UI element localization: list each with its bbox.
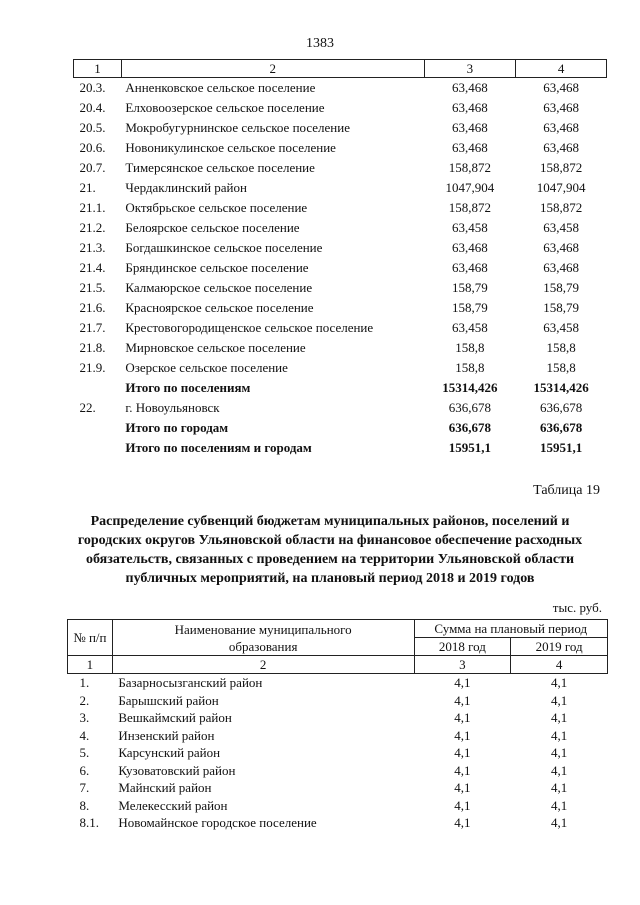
municipality-name: Белоярское сельское поселение xyxy=(125,220,300,235)
municipality-name: Красноярское сельское поселение xyxy=(125,300,314,315)
row-number xyxy=(74,418,122,438)
municipality-name: Итого по поселениям и городам xyxy=(125,440,312,455)
table-row xyxy=(68,762,608,780)
table-row xyxy=(68,779,608,797)
amount-cell: 63,468 xyxy=(451,240,488,255)
municipality-name: Карсунский район xyxy=(118,745,221,760)
table-row xyxy=(74,298,607,318)
allocation-table-continued xyxy=(73,59,607,458)
column-number-row xyxy=(68,656,608,674)
municipality-name: Инзенский район xyxy=(118,727,215,743)
amount-cell: 4,1 xyxy=(551,815,568,830)
table-row xyxy=(74,258,607,278)
row-number: 20.4. xyxy=(79,100,106,115)
table-row xyxy=(74,338,607,358)
table-title: Распределение субвенций бюджетам муниципальных районов, поселений и городских округов Ульяновской области на финансовое обеспечение расходных обязательств, связанных с проведением на территории Ульяновской области публичных мероприятий, на плановый период 2018 и 2019 годов xyxy=(77,514,583,586)
table-row xyxy=(74,138,607,158)
amount-cell: 636,678 xyxy=(539,420,583,435)
column-number: 3 xyxy=(414,656,511,674)
amount-cell: 63,468 xyxy=(543,140,579,155)
amount-cell: 158,79 xyxy=(451,280,488,295)
row-number: 21.5. xyxy=(79,280,106,295)
row-number: 21.1. xyxy=(79,200,106,215)
table-label: Таблица 19 xyxy=(533,483,600,498)
amount-cell: 63,468 xyxy=(451,260,488,275)
amount-cell: 4,1 xyxy=(454,762,471,778)
row-number: 20.7. xyxy=(79,160,106,175)
row-number xyxy=(74,438,122,458)
municipality-name: Калмаюрское сельское поселение xyxy=(125,280,313,295)
amount-cell: 1047,904 xyxy=(536,180,586,195)
amount-cell: 158,8 xyxy=(546,360,576,375)
header-sum: Сумма на плановый период xyxy=(414,620,607,638)
table-row xyxy=(74,358,607,378)
municipality-name: Октябрьское сельское поселение xyxy=(125,200,308,215)
amount-cell: 63,458 xyxy=(543,220,579,235)
amount-cell: 4,1 xyxy=(551,710,568,725)
municipality-name: Кузоватовский район xyxy=(118,762,236,778)
amount-cell: 63,468 xyxy=(451,80,488,95)
total-row xyxy=(74,438,607,458)
amount-cell: 4,1 xyxy=(551,675,568,690)
table-row xyxy=(68,709,608,727)
page-number: 1383 xyxy=(306,36,334,51)
table-row xyxy=(74,158,607,178)
amount-cell: 4,1 xyxy=(551,745,568,760)
column-number: 3 xyxy=(424,60,516,78)
amount-cell: 158,79 xyxy=(543,280,579,295)
amount-cell: 4,1 xyxy=(454,797,471,813)
row-number: 21. xyxy=(79,180,96,195)
amount-cell: 4,1 xyxy=(551,692,568,708)
header-row xyxy=(68,620,608,638)
amount-cell: 63,468 xyxy=(543,120,579,135)
amount-cell: 63,458 xyxy=(451,220,488,235)
municipality-name: Барышский район xyxy=(118,692,219,708)
amount-cell: 4,1 xyxy=(551,762,568,778)
amount-cell: 636,678 xyxy=(448,400,491,415)
municipality-name: Майнский район xyxy=(118,780,212,795)
amount-cell: 4,1 xyxy=(454,780,471,795)
municipality-name: Итого по поселениям xyxy=(125,380,251,395)
amount-cell: 63,468 xyxy=(543,80,579,95)
row-number: 21.8. xyxy=(79,340,106,355)
amount-cell: 158,79 xyxy=(451,300,488,315)
amount-cell: 4,1 xyxy=(454,745,471,760)
amount-cell: 4,1 xyxy=(454,815,471,830)
column-number: 2 xyxy=(121,60,424,78)
amount-cell: 4,1 xyxy=(551,797,568,813)
row-number: 8. xyxy=(79,797,90,813)
municipality-name: Тимерсянское сельское поселение xyxy=(125,160,315,175)
table-row xyxy=(74,98,607,118)
municipality-name: Чердаклинский район xyxy=(125,180,247,195)
amount-cell: 158,8 xyxy=(455,360,485,375)
row-number xyxy=(74,378,122,398)
row-number: 21.4. xyxy=(79,260,106,275)
table-row xyxy=(68,797,608,815)
total-row xyxy=(74,378,607,398)
amount-cell: 158,79 xyxy=(543,300,579,315)
amount-cell: 63,468 xyxy=(543,100,579,115)
municipality-name: Базарносызганский район xyxy=(118,675,263,690)
municipality-name: Озерское сельское поселение xyxy=(125,360,288,375)
amount-cell: 158,8 xyxy=(546,340,576,355)
municipality-name: Елховоозерское сельское поселение xyxy=(125,100,325,115)
amount-cell: 4,1 xyxy=(551,727,568,743)
table-row xyxy=(74,278,607,298)
amount-cell: 15951,1 xyxy=(448,440,491,455)
amount-cell: 4,1 xyxy=(454,675,471,690)
table-row xyxy=(74,218,607,238)
amount-cell: 63,458 xyxy=(543,320,579,335)
table-row xyxy=(68,692,608,710)
amount-cell: 4,1 xyxy=(454,710,471,725)
amount-cell: 63,468 xyxy=(451,100,488,115)
table-row xyxy=(74,238,607,258)
row-number: 22. xyxy=(79,400,96,415)
header-year-2019: 2019 год xyxy=(511,638,608,656)
amount-cell: 158,872 xyxy=(539,160,583,175)
municipality-name: Итого по городам xyxy=(125,420,229,435)
row-number: 21.7. xyxy=(79,320,106,335)
row-number: 21.9. xyxy=(79,360,106,375)
municipality-name: Мелекесский район xyxy=(118,797,228,813)
column-number: 1 xyxy=(74,60,122,78)
amount-cell: 15314,426 xyxy=(442,380,498,395)
row-number: 20.5. xyxy=(79,120,106,135)
amount-cell: 158,872 xyxy=(448,160,491,175)
table-row xyxy=(74,78,607,99)
amount-cell: 158,872 xyxy=(448,200,491,215)
municipality-name: Богдашкинское сельское поселение xyxy=(125,240,323,255)
row-number: 21.2. xyxy=(79,220,106,235)
municipality-name: Мирновское сельское поселение xyxy=(125,340,306,355)
table-row xyxy=(68,814,608,832)
row-number: 3. xyxy=(79,710,90,725)
total-row xyxy=(74,418,607,438)
subventions-table xyxy=(67,619,608,832)
municipality-name: Новоникулинское сельское поселение xyxy=(125,140,336,155)
header-year-2018: 2018 год xyxy=(414,638,511,656)
amount-cell: 636,678 xyxy=(539,400,583,415)
row-number: 8.1. xyxy=(79,815,99,830)
table-row xyxy=(74,198,607,218)
row-number: 1. xyxy=(79,675,90,690)
amount-cell: 158,872 xyxy=(539,200,583,215)
unit-label: тыс. руб. xyxy=(552,600,602,615)
row-number: 21.6. xyxy=(79,300,106,315)
table-row xyxy=(68,674,608,692)
table-row xyxy=(74,118,607,138)
column-number: 1 xyxy=(68,656,113,674)
table-row xyxy=(68,744,608,762)
amount-cell: 4,1 xyxy=(454,692,471,708)
table-row xyxy=(74,398,607,418)
amount-cell: 4,1 xyxy=(551,780,568,795)
amount-cell: 63,468 xyxy=(543,240,579,255)
amount-cell: 15314,426 xyxy=(533,380,589,395)
column-number: 4 xyxy=(516,60,607,78)
amount-cell: 636,678 xyxy=(448,420,491,435)
amount-cell: 158,8 xyxy=(455,340,485,355)
municipality-name: Мокробугурнинское сельское поселение xyxy=(125,120,350,135)
row-number: 5. xyxy=(79,745,90,760)
amount-cell: 63,468 xyxy=(451,120,488,135)
column-number: 4 xyxy=(511,656,608,674)
row-number: 2. xyxy=(79,692,90,708)
column-number-row xyxy=(74,60,607,78)
table-row xyxy=(68,727,608,745)
amount-cell: 63,468 xyxy=(451,140,488,155)
municipality-name: Анненковское сельское поселение xyxy=(125,80,316,95)
header-name: Наименование муниципального образования xyxy=(112,620,414,656)
column-number: 2 xyxy=(112,656,414,674)
header-num: № п/п xyxy=(68,620,113,656)
municipality-name: Бряндинское сельское поселение xyxy=(125,260,309,275)
row-number: 6. xyxy=(79,762,90,778)
row-number: 4. xyxy=(79,727,90,743)
municipality-name: Вешкаймский район xyxy=(118,710,232,725)
amount-cell: 63,468 xyxy=(543,260,579,275)
row-number: 20.6. xyxy=(79,140,106,155)
amount-cell: 1047,904 xyxy=(445,180,495,195)
amount-cell: 4,1 xyxy=(454,727,471,743)
municipality-name: Новомайнское городское поселение xyxy=(118,815,317,830)
table-row xyxy=(74,178,607,198)
row-number: 21.3. xyxy=(79,240,106,255)
table-row xyxy=(74,318,607,338)
row-number: 7. xyxy=(79,780,90,795)
municipality-name: Крестовогородищенское сельское поселение xyxy=(125,320,374,335)
amount-cell: 15951,1 xyxy=(539,440,583,455)
amount-cell: 63,458 xyxy=(451,320,488,335)
row-number: 20.3. xyxy=(79,80,106,95)
municipality-name: г. Новоульяновск xyxy=(125,400,220,415)
